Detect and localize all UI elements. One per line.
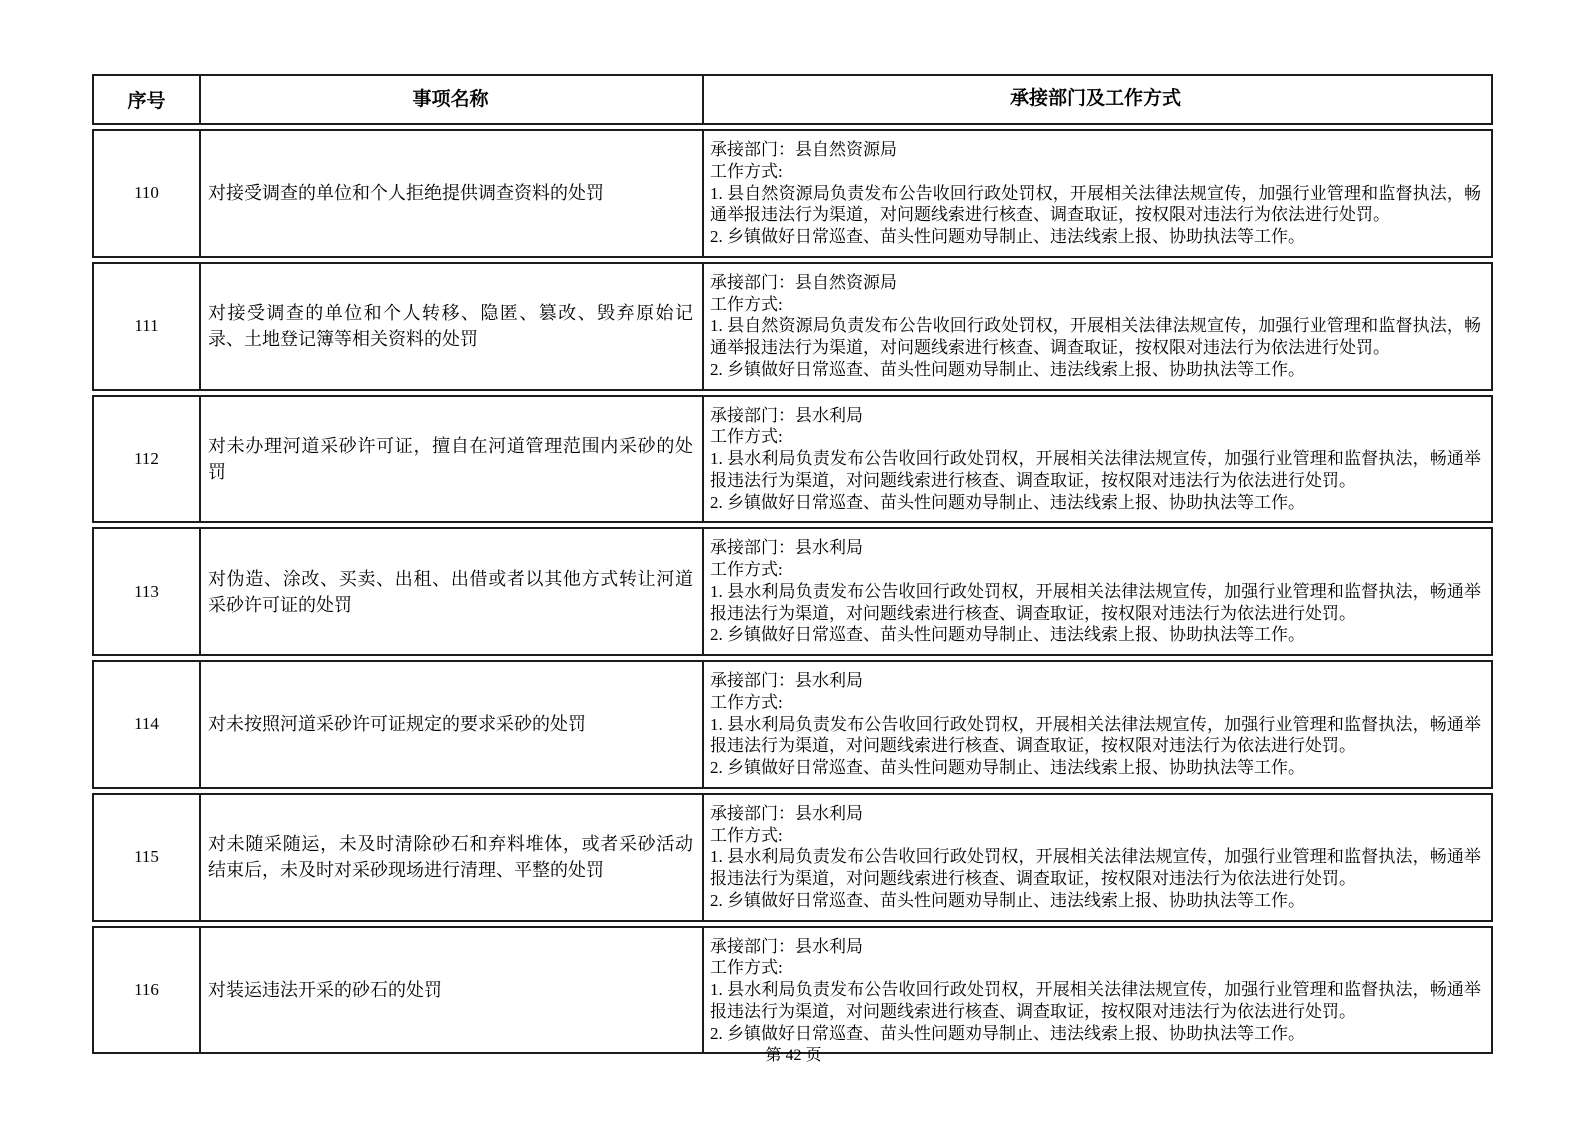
dept-line: 承接部门：县水利局 — [710, 405, 863, 425]
table-row — [92, 660, 1493, 789]
method-item-2: 2. 乡镇做好日常巡查、苗头性问题劝导制止、违法线索上报、协助执法等工作。 — [710, 227, 1305, 246]
dept-line: 承接部门：县水利局 — [710, 803, 863, 823]
method-item-2: 2. 乡镇做好日常巡查、苗头性问题劝导制止、违法线索上报、协助执法等工作。 — [710, 758, 1305, 777]
method-label: 工作方式: — [710, 825, 783, 845]
dept-line: 承接部门：县水利局 — [710, 671, 863, 690]
cell-dept-method — [704, 264, 1491, 389]
cell-dept-method — [704, 662, 1491, 787]
page-number: 第 42 页 — [765, 1047, 822, 1064]
header-serial-number: 序号 — [94, 76, 201, 123]
method-item-1: 1. 县水利局负责发布公告收回行政处罚权，开展相关法律法规宣传，加强行业管理和监督执法，畅通举报违法行为渠道，对问题线索进行核查、调查取证，按权限对违法行为依法进行处罚。 — [710, 714, 1481, 756]
dept-line: 承接部门：县自然资源局 — [710, 140, 897, 159]
method-item-1: 1. 县自然资源局负责发布公告收回行政处罚权，开展相关法律法规宣传，加强行业管理和监督执法，畅通举报违法行为渠道，对问题线索进行核查、调查取证，按权限对违法行为依法进行处罚。 — [710, 316, 1481, 357]
table-row — [92, 527, 1493, 656]
method-item-2: 2. 乡镇做好日常巡查、苗头性问题劝导制止、违法线索上报、协助执法等工作。 — [710, 1023, 1305, 1043]
cell-serial-number: 114 — [94, 662, 201, 787]
method-item-2: 2. 乡镇做好日常巡查、苗头性问题劝导制止、违法线索上报、协助执法等工作。 — [710, 492, 1305, 512]
method-label: 工作方式: — [710, 427, 783, 447]
method-item-1: 1. 县自然资源局负责发布公告收回行政处罚权，开展相关法律法规宣传，加强行业管理和监督执法，畅通举报违法行为渠道，对问题线索进行核查、调查取证，按权限对违法行为依法进行处罚。 — [710, 183, 1481, 225]
dept-line: 承接部门：县水利局 — [710, 538, 863, 558]
dept-line: 承接部门：县水利局 — [710, 936, 863, 956]
cell-serial-number: 111 — [94, 264, 201, 389]
table-row — [92, 262, 1493, 391]
cell-serial-number: 112 — [94, 397, 201, 522]
header-item-name: 事项名称 — [201, 76, 704, 123]
cell-item-name: 对伪造、涂改、买卖、出租、出借或者以其他方式转让河道采砂许可证的处罚 — [201, 529, 704, 654]
cell-item-name: 对接受调查的单位和个人转移、隐匿、篡改、毁弃原始记录、土地登记簿等相关资料的处罚 — [201, 264, 704, 389]
header-dept-method — [704, 76, 1491, 123]
cell-dept-method — [704, 928, 1491, 1053]
method-item-2: 2. 乡镇做好日常巡查、苗头性问题劝导制止、违法线索上报、协助执法等工作。 — [710, 359, 1305, 379]
table-row — [92, 926, 1493, 1055]
table-row — [92, 129, 1493, 258]
cell-serial-number: 113 — [94, 529, 201, 654]
cell-item-name: 对未办理河道采砂许可证，擅自在河道管理范围内采砂的处罚 — [201, 397, 704, 522]
table-row — [92, 793, 1493, 922]
method-item-1: 1. 县水利局负责发布公告收回行政处罚权，开展相关法律法规宣传，加强行业管理和监督执法，畅通举报违法行为渠道，对问题线索进行核查、调查取证，按权限对违法行为依法进行处罚。 — [710, 980, 1481, 1021]
cell-serial-number: 116 — [94, 928, 201, 1053]
cell-dept-method — [704, 529, 1491, 654]
method-label: 工作方式: — [710, 958, 783, 978]
cell-dept-method — [704, 131, 1491, 256]
method-item-1: 1. 县水利局负责发布公告收回行政处罚权，开展相关法律法规宣传，加强行业管理和监督执法，畅通举报违法行为渠道，对问题线索进行核查、调查取证，按权限对违法行为依法进行处罚。 — [710, 449, 1481, 490]
method-label: 工作方式: — [710, 560, 783, 579]
cell-serial-number: 110 — [94, 131, 201, 256]
method-label: 工作方式: — [710, 161, 783, 181]
table-header-row — [92, 74, 1493, 125]
method-label: 工作方式: — [710, 294, 783, 314]
matters-table — [92, 74, 1493, 1054]
method-item-2: 2. 乡镇做好日常巡查、苗头性问题劝导制止、违法线索上报、协助执法等工作。 — [710, 625, 1305, 645]
cell-item-name: 对未随采随运，未及时清除砂石和弃料堆体，或者采砂活动结束后，未及时对采砂现场进行清理、平整的处罚 — [201, 795, 704, 920]
method-item-2: 2. 乡镇做好日常巡查、苗头性问题劝导制止、违法线索上报、协助执法等工作。 — [710, 890, 1305, 910]
cell-serial-number: 115 — [94, 795, 201, 920]
cell-dept-method — [704, 795, 1491, 920]
method-item-1: 1. 县水利局负责发布公告收回行政处罚权，开展相关法律法规宣传，加强行业管理和监督执法，畅通举报违法行为渠道，对问题线索进行核查、调查取证，按权限对违法行为依法进行处罚。 — [710, 581, 1481, 623]
header-dept-method-label: 承接部门及工作方式 — [1009, 88, 1181, 110]
cell-dept-method — [704, 397, 1491, 522]
dept-line: 承接部门：县自然资源局 — [710, 272, 897, 292]
method-item-1: 1. 县水利局负责发布公告收回行政处罚权，开展相关法律法规宣传，加强行业管理和监督执法，畅通举报违法行为渠道，对问题线索进行核查、调查取证，按权限对违法行为依法进行处罚。 — [710, 847, 1481, 888]
cell-item-name: 对接受调查的单位和个人拒绝提供调查资料的处罚 — [201, 131, 704, 256]
method-label: 工作方式: — [710, 692, 783, 712]
cell-item-name: 对装运违法开采的砂石的处罚 — [201, 928, 704, 1053]
table-row — [92, 395, 1493, 524]
cell-item-name: 对未按照河道采砂许可证规定的要求采砂的处罚 — [201, 662, 704, 787]
